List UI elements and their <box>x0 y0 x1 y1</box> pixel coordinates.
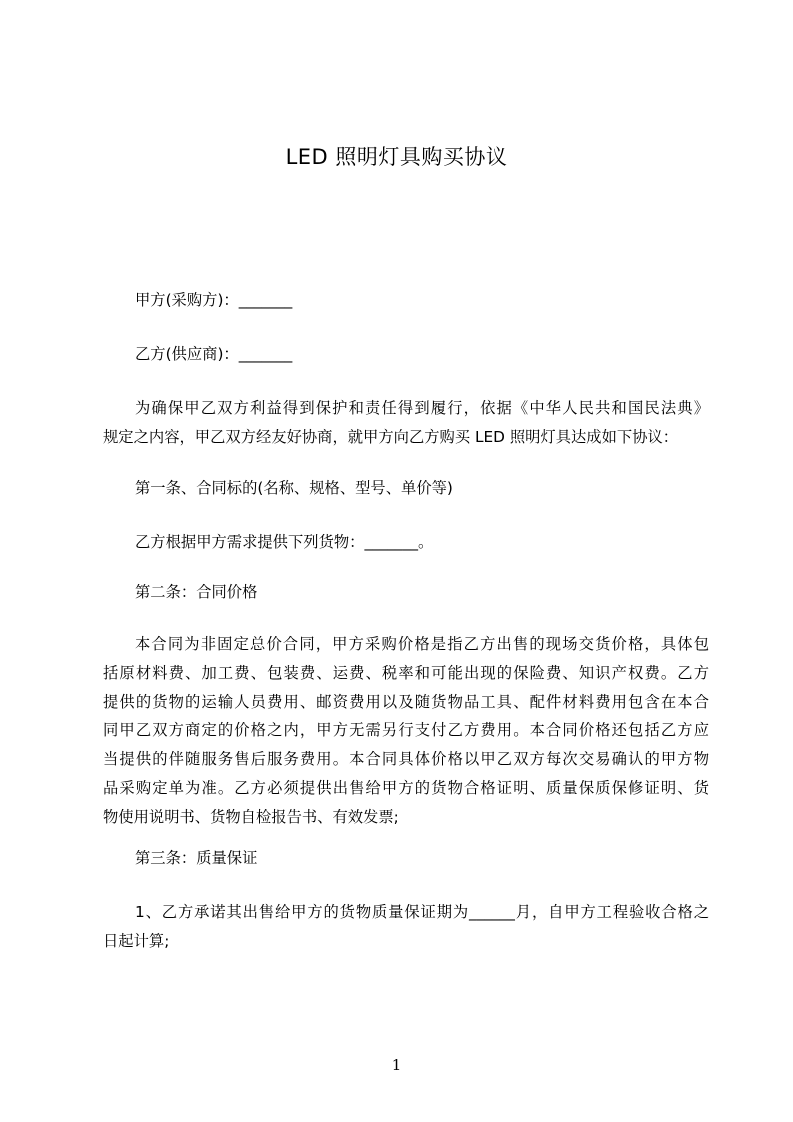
article2-line: 提供的货物的运输人员费用、邮资费用以及随货物品工具、配件材料费用包含在本合 <box>103 692 709 711</box>
article2-line: 物使用说明书、货物自检报告书、有效发票; <box>103 807 399 826</box>
article2-line: 本合同为非固定总价合同，甲方采购价格是指乙方出售的现场交货价格，具体包 <box>135 635 709 653</box>
party-a-line: 甲方(采购方)：_______ <box>135 291 293 309</box>
preamble-paragraph <box>103 394 709 452</box>
article3-clause1-line: 日起计算; <box>103 931 170 950</box>
preamble-line: 为确保甲乙双方利益得到保护和责任得到履行，依据《中华人民共和国民法典》 <box>135 399 709 417</box>
article2-line: 品采购定单为准。乙方必须提供出售给甲方的货物合格证明、质量保质保修证明、货 <box>103 778 709 797</box>
article2-paragraph <box>103 630 709 832</box>
article2-heading: 第二条：合同价格 <box>135 583 258 601</box>
preamble-line: 规定之内容，甲乙双方经友好协商，就甲方向乙方购买 LED 照明灯具达成如下协议： <box>103 427 679 446</box>
article3-heading: 第三条：质量保证 <box>135 849 258 867</box>
article1-text: 乙方根据甲方需求提供下列货物：_______。 <box>135 533 434 551</box>
article3-clause1-line: 1、乙方承诺其出售给甲方的货物质量保证期为______月，自甲方工程验收合格之 <box>135 903 709 921</box>
article2-line: 括原材料费、加工费、包装费、运费、税率和可能出现的保险费、知识产权费。乙方 <box>103 663 709 682</box>
party-b-line: 乙方(供应商)：_______ <box>135 345 293 363</box>
article2-line: 同甲乙双方商定的价格之内，甲方无需另行支付乙方费用。本合同价格还包括乙方应 <box>103 721 709 740</box>
page-number: 1 <box>391 1056 402 1074</box>
document-title: LED 照明灯具购买协议 <box>285 145 508 169</box>
article3-clause1 <box>103 898 709 956</box>
article1-heading: 第一条、合同标的(名称、规格、型号、单价等) <box>135 479 453 497</box>
article2-line: 当提供的伴随服务售后服务费用。本合同具体价格以甲乙双方每次交易确认的甲方物 <box>103 750 709 769</box>
